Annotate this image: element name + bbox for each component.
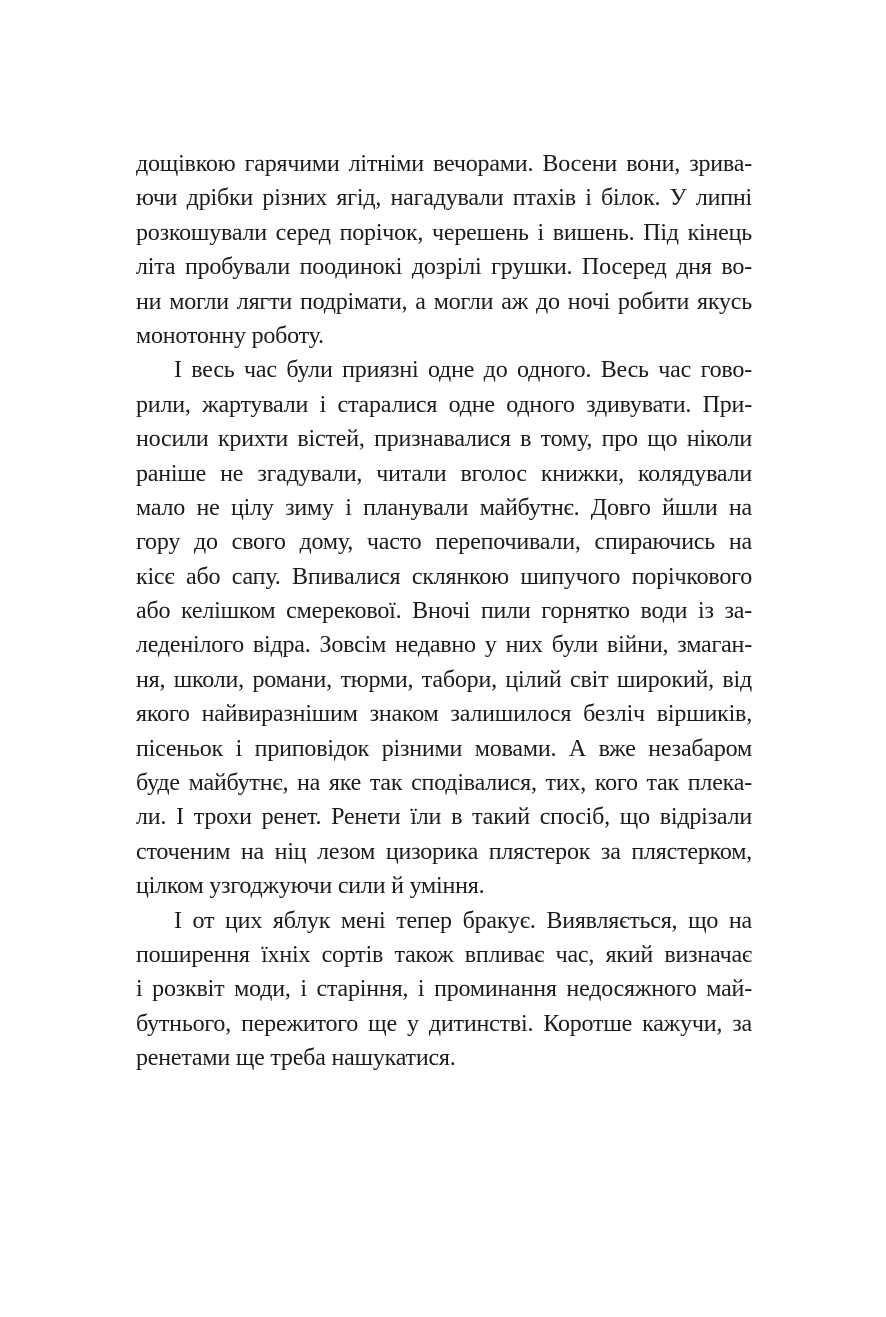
text-line: раніше не згадували, читали вголос книжки, колядували: [136, 460, 752, 487]
text-line: гору до свого дому, часто перепочивали, спираючись на: [136, 529, 752, 556]
text-line: ючи дрібки різних ягід, нагадували птахів і білок. У липні: [136, 185, 752, 212]
text-line: ни могли лягти подрімати, а могли аж до ночі робити якусь: [136, 288, 752, 315]
text-line: сточеним на ніц лезом цизорика плястерок за плястерком,: [136, 838, 752, 865]
text-line: ренетами ще треба нашукатися.: [136, 1045, 456, 1072]
text-line: ли. І трохи ренет. Ренети їли в такий спосіб, що відрізали: [136, 804, 752, 831]
text-line: бутнього, пережитого ще у дитинстві. Коротше кажучи, за: [136, 1010, 752, 1037]
text-line: розкошували серед порічок, черешень і вишень. Під кінець: [136, 219, 752, 246]
text-column: [136, 147, 752, 1076]
text-line: І от цих яблук мені тепер бракує. Виявляється, що на: [174, 907, 752, 934]
paragraph: [136, 147, 752, 353]
text-line: носили крихти вістей, признавалися в тому, про що ніколи: [136, 426, 752, 453]
text-line: якого найвиразнішим знаком залишилося безліч віршиків,: [136, 701, 752, 728]
text-line: ня, школи, романи, тюрми, табори, цілий світ широкий, від: [136, 666, 752, 693]
text-line: літа пробували поодинокі дозрілі грушки. Посеред дня во-: [136, 254, 752, 281]
paragraph: [136, 904, 752, 1076]
text-line: рили, жартували і старалися одне одного здивувати. При-: [136, 391, 752, 418]
text-line: І весь час були приязні одне до одного. Весь час гово-: [174, 357, 752, 384]
text-line: буде майбутнє, на яке так сподівалися, тих, кого так плека-: [136, 770, 752, 797]
paragraph: [136, 353, 752, 903]
text-line: або келішком смерекової. Вночі пили горнятко води із за-: [136, 598, 752, 625]
text-line: кісє або сапу. Впивалися склянкою шипучого порічкового: [136, 563, 752, 590]
text-line: поширення їхніх сортів також впливає час, який визначає: [136, 941, 752, 968]
text-line: пісеньок і приповідок різними мовами. А вже незабаром: [136, 735, 752, 762]
text-line: мало не цілу зиму і планували майбутнє. Довго йшли на: [136, 494, 752, 521]
text-line: і розквіт моди, і старіння, і проминання недосяжного май-: [136, 976, 752, 1003]
text-line: цілком узгоджуючи сили й уміння.: [136, 873, 485, 900]
text-line: монотонну роботу.: [136, 322, 324, 349]
text-line: дощівкою гарячими літніми вечорами. Восени вони, зрива-: [136, 151, 752, 177]
text-line: леденілого відра. Зовсім недавно у них були війни, змаган-: [136, 632, 752, 659]
